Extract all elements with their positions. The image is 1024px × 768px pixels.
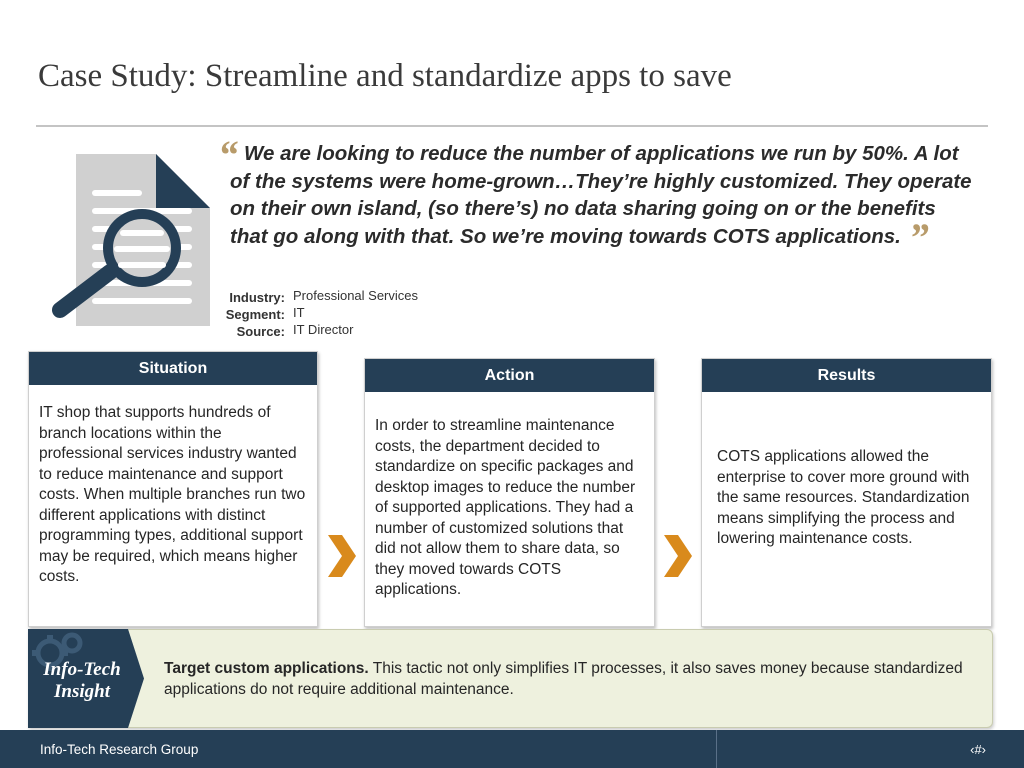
- meta-value: Professional Services: [293, 288, 418, 303]
- info-tech-insight-badge: [28, 629, 144, 728]
- situation-panel: [28, 351, 318, 627]
- close-quote-mark: ”: [908, 214, 929, 260]
- action-title: Action: [365, 359, 654, 392]
- situation-title: Situation: [29, 352, 317, 385]
- results-text: COTS applications allowed the enterprise to cover more ground with the same resources. Standardization means simplifying the process and lowering maintenance costs.: [717, 448, 970, 547]
- footer-bar: [0, 730, 1024, 768]
- footer-company: Info-Tech Research Group: [40, 742, 199, 757]
- meta-label: Source:: [236, 324, 285, 339]
- insight-body-text: This tactic not only simplifies IT processes, it also saves money because standardized applications do not require additional maintenance.: [164, 660, 963, 698]
- footer-divider: [716, 730, 717, 768]
- results-title: Results: [702, 359, 991, 392]
- situation-text: IT shop that supports hundreds of branch locations within the professional services industry wanted to reduce maintenance and support costs. When multiple branches run two different applications with distinct programming types, additional support may be required, which means higher costs.: [39, 404, 306, 585]
- insight-badge-line2: Insight: [54, 681, 110, 702]
- insight-bold-text: Target custom applications.: [164, 660, 369, 677]
- meta-label: Industry:: [229, 290, 285, 305]
- action-text: In order to streamline maintenance costs, the department decided to standardize on specific packages and desktop images to reduce the number of supported applications. They had a number of customized solutions that did not allow them to share data, so they moved towards COTS applications.: [375, 417, 636, 598]
- open-quote-mark: “: [218, 132, 238, 177]
- meta-label: Segment:: [225, 307, 285, 322]
- customer-quote: [218, 132, 975, 260]
- page-number: ‹#›: [970, 742, 986, 757]
- chevron-right-icon: [662, 535, 694, 577]
- slide-title: Case Study: Streamline and standardize apps to save: [38, 58, 732, 94]
- title-divider: [36, 125, 988, 127]
- meta-value: IT Director: [293, 322, 354, 337]
- meta-value: IT: [293, 305, 305, 320]
- action-panel: [364, 358, 655, 627]
- insight-badge-line1: Info-Tech: [43, 659, 121, 680]
- quote-text: We are looking to reduce the number of applications we run by 50%. A lot of the systems were home-grown…They’re highly customized. They operate on their own island, (so there’s) no data sharing going on or the benefits that go along with that. So we’re moving towards COTS applications.: [230, 142, 972, 248]
- results-panel: [701, 358, 992, 627]
- document-search-icon: [48, 150, 218, 330]
- insight-text: [164, 658, 964, 700]
- chevron-right-icon: [326, 535, 358, 577]
